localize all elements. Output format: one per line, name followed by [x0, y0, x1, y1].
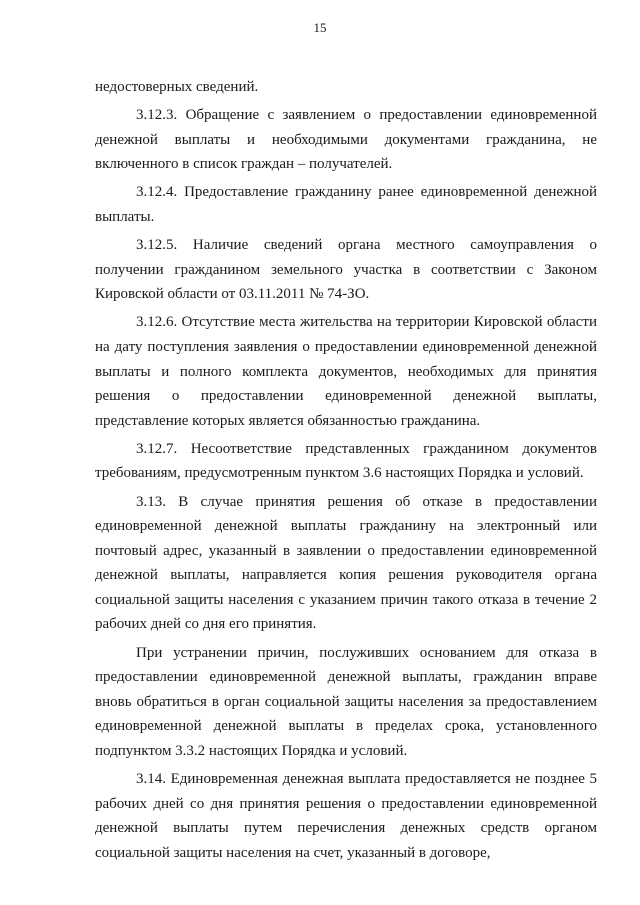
paragraph-3-12-5: 3.12.5. Наличие сведений органа местного самоуправления о получении гражданином земельного участка в соответствии с Законом Кировской области от 03.11.2011 № 74-ЗО. [95, 237, 597, 303]
paragraph-3-12-7: 3.12.7. Несоответствие представленных гражданином документов требованиям, предусмотренным пунктом 3.6 настоящих Порядка и условий. [95, 440, 597, 482]
paragraph-3-12-6: 3.12.6. Отсутствие места жительства на территории Кировской области на дату поступления заявления о предоставлении единовременной денежной выплаты и полного комплекта документов, необходимых для принятия решения о предоставлении единовременной денежной выплаты, представление которых является обязанностью гражданина. [95, 314, 597, 429]
page-number: 15 [313, 20, 327, 35]
paragraph-3-13-addendum: При устранении причин, послуживших основанием для отказа в предоставлении единовременной денежной выплаты, гражданин вправе вновь обратиться в орган социальной защиты населения за предоставлением единовременной денежной выплаты в пределах срока, установленного подпунктом 3.3.2 настоящих Порядка и условий. [95, 644, 597, 759]
paragraph-3-13: 3.13. В случае принятия решения об отказе в предоставлении единовременной денежной выплаты гражданину на электронный или почтовый адрес, указанный в заявлении о предоставлении единовременной денежной выплаты, направляется копия решения руководителя органа социальной защиты населения с указанием причин такого отказа в течение 2 рабочих дней со дня его принятия. [95, 493, 597, 633]
paragraph-3-12-4: 3.12.4. Предоставление гражданину ранее единовременной денежной выплаты. [95, 184, 597, 225]
paragraph-continuation: недостоверных сведений. [95, 79, 259, 95]
document-body [95, 75, 597, 865]
paragraph-3-12-3: 3.12.3. Обращение с заявлением о предоставлении единовременной денежной выплаты и необходимыми документами гражданина, не включенного в список граждан – получателей. [95, 107, 597, 173]
paragraph-3-14: 3.14. Единовременная денежная выплата предоставляется не позднее 5 рабочих дней со дня принятия решения о предоставлении единовременной денежной выплаты путем перечисления денежных средств органом социальной защиты населения на счет, указанный в договоре, [95, 771, 597, 861]
